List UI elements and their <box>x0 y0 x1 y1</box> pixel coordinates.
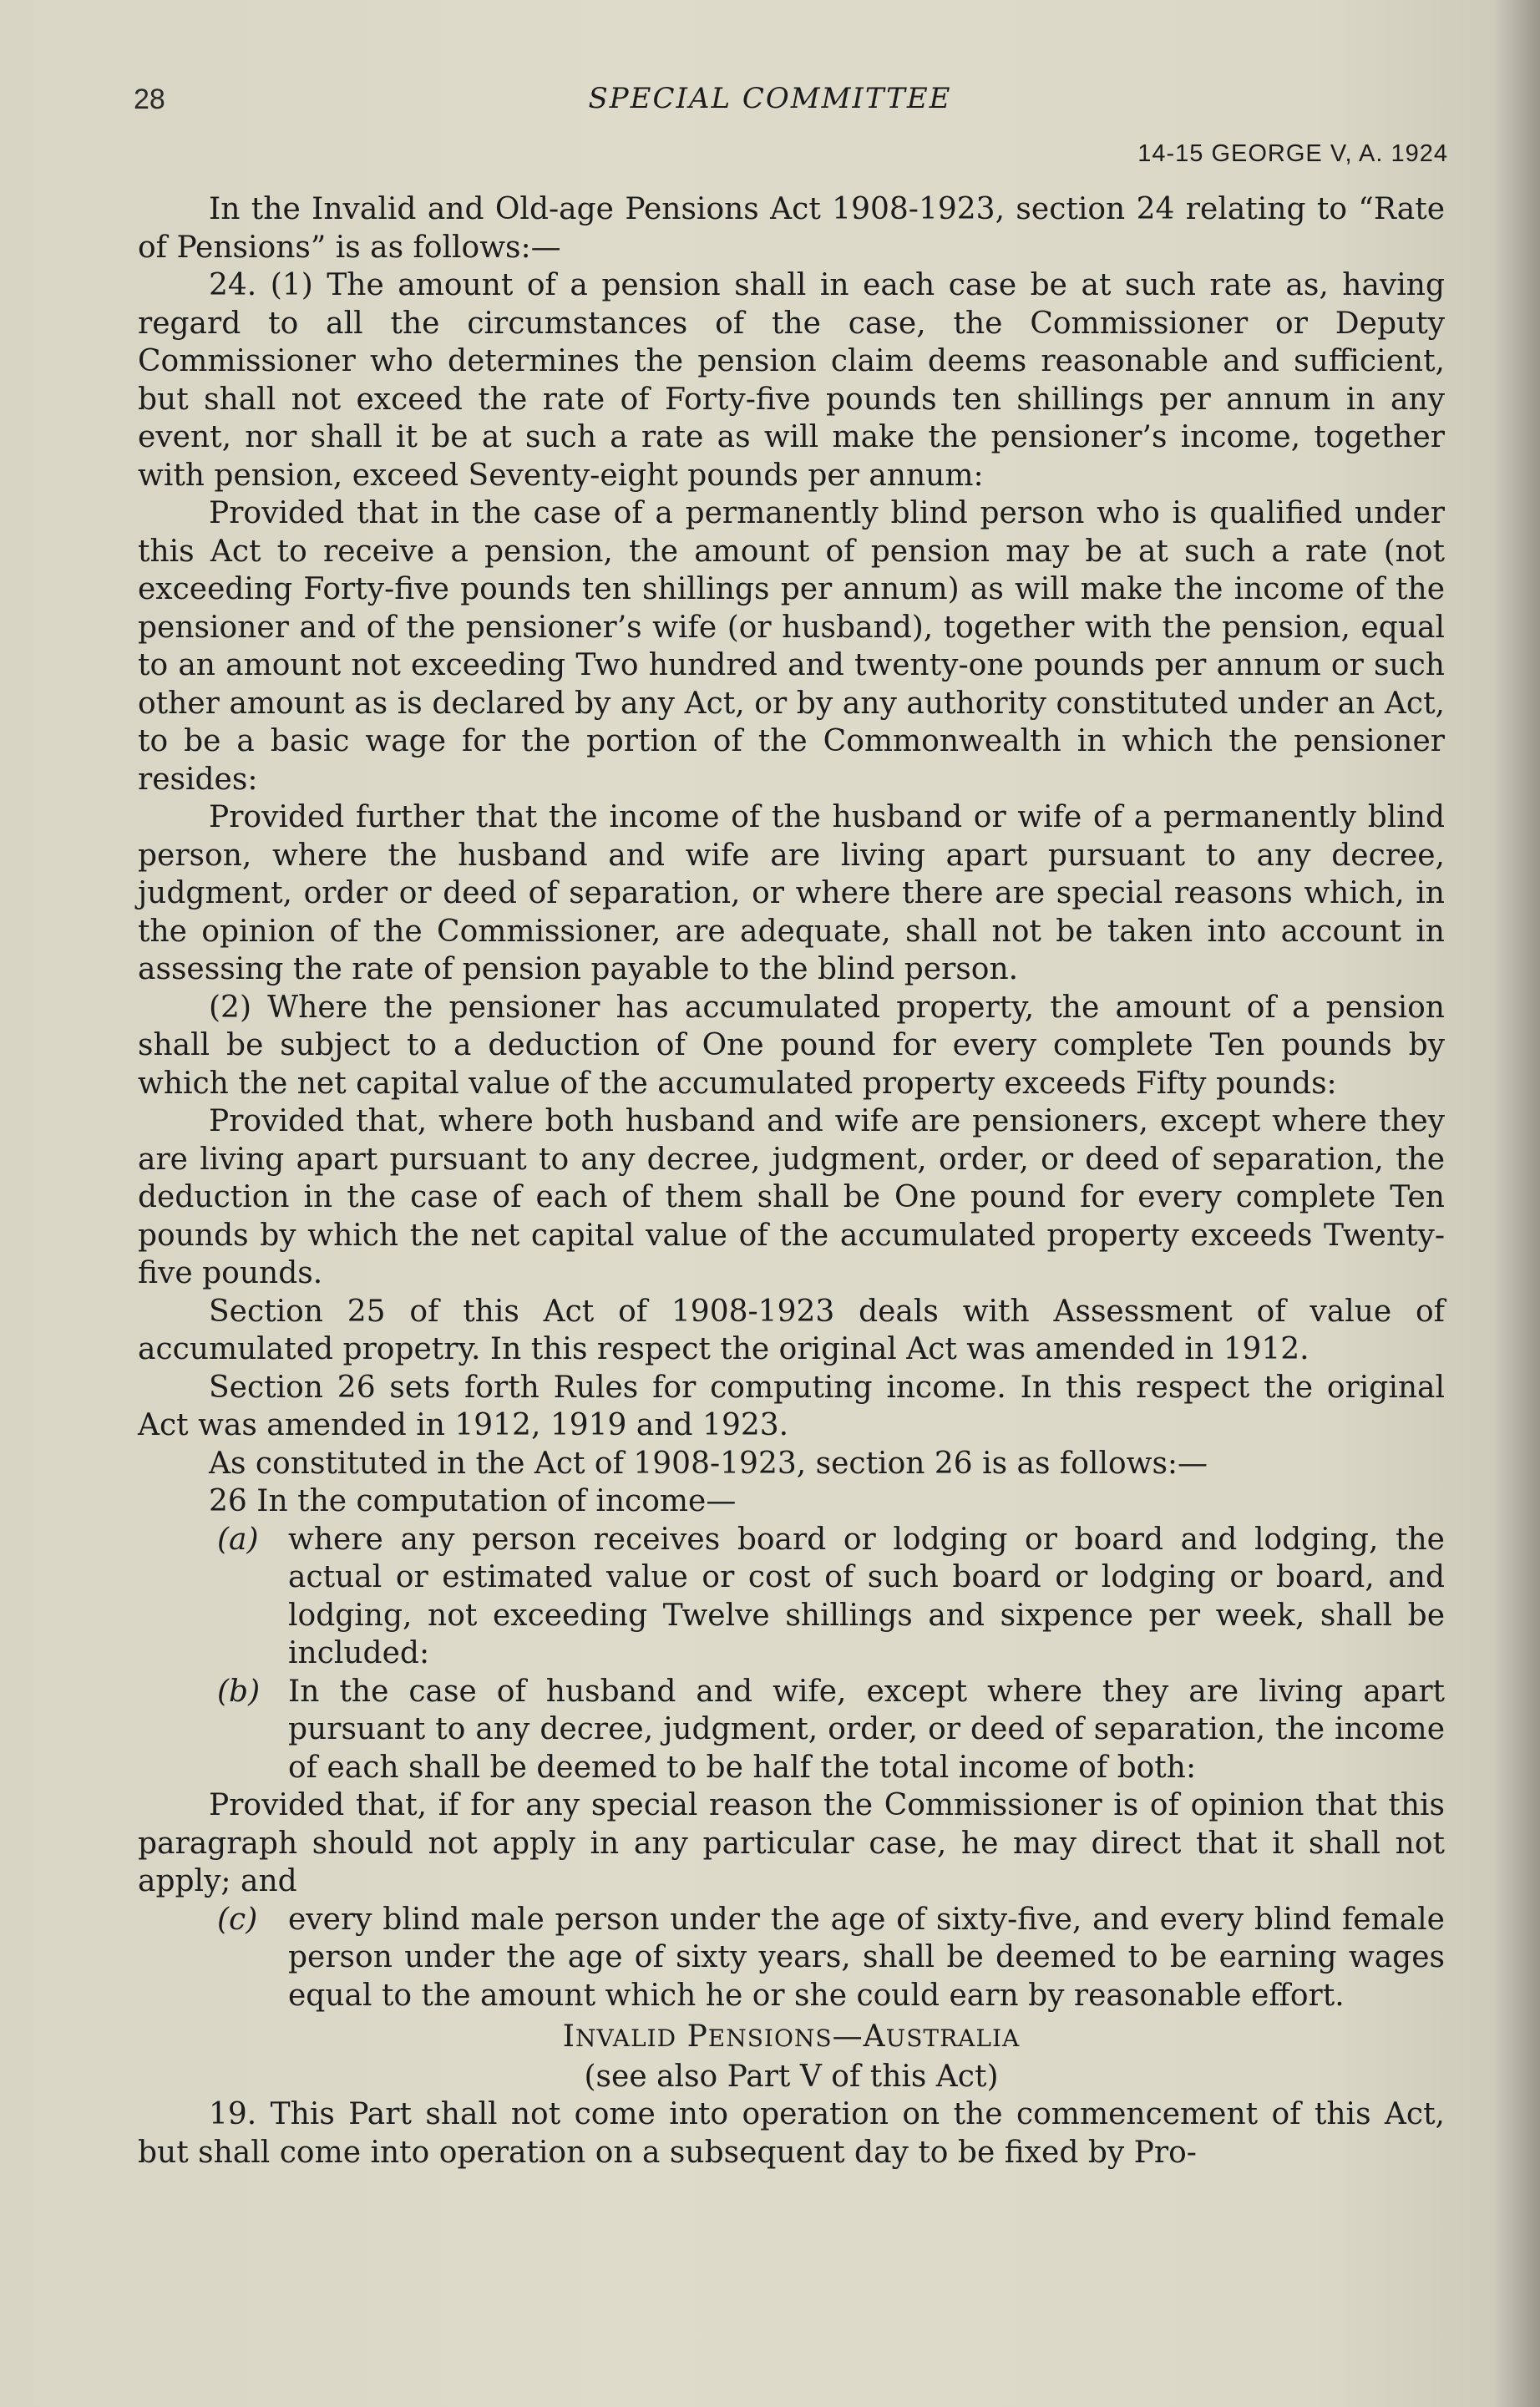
document-body <box>138 190 1445 2171</box>
section-heading: INVALID PENSIONS—AUSTRALIA <box>562 2019 1021 2054</box>
item-label: (b) <box>217 1674 261 1709</box>
paragraph: 19. This Part shall not come into operation on the commencement of this Act, but shall come into operation on a subsequent day to be fixed by Pro- <box>138 2097 1445 2170</box>
section-subheading: (see also Part V of this Act) <box>584 2059 999 2094</box>
item-label: (c) <box>217 1902 258 1937</box>
page-number: 28 <box>134 84 165 115</box>
item-text: In the case of husband and wife, except where they are living apart pursuant to any decree, judgment, order, or deed of separation, the income of each shall be deemed to be half the total income of both: <box>288 1674 1445 1785</box>
running-head: SPECIAL COMMITTEE <box>588 82 952 115</box>
paragraph: Provided that in the case of a permanently blind person who is qualified under this Act to receive a pension, the amount of pension may be at such a rate (not exceeding Forty-five pounds ten shillings per annum) as will make the income of the pensioner and of the pensioner’s wife (or husband), together with the pension, equal to an amount not exceeding Two hundred and twenty-one pounds per annum or such other amount as is declared by any Act, or by any authority constituted under an Act, to be a basic wage for the portion of the Commonwealth in which the pensioner resides: <box>138 496 1445 797</box>
item-label: (a) <box>217 1522 259 1557</box>
paragraph: Section 25 of this Act of 1908-1923 deals with Assessment of value of accumulated propetry. In this respect the original Act was amended in 1912. <box>138 1294 1445 1366</box>
paragraph: Provided further that the income of the husband or wife of a permanently blind person, where the husband and wife are living apart pursuant to any decree, judgment, order or deed of separation, or where there are special reasons which, in the opinion of the Commissioner, are adequate, shall not be taken into account in assessing the rate of pension payable to the blind person. <box>138 800 1445 986</box>
list-item <box>138 1521 1445 1673</box>
paragraph: 26 In the computation of income— <box>209 1484 737 1518</box>
paragraph: In the Invalid and Old-age Pensions Act 1908-1923, section 24 relating to “Rate of Pensions” is as follows:— <box>138 192 1445 265</box>
item-text: where any person receives board or lodging or board and lodging, the actual or estimated value or cost of such board or lodging or board, and lodging, not exceeding Twelve shillings and sixpence per week, shall be included: <box>288 1522 1445 1670</box>
list-item <box>138 1673 1445 1787</box>
paragraph: 24. (1) The amount of a pension shall in each case be at such rate as, having regard to all the circumstances of the case, the Commissioner or Deputy Commissioner who determines the pension claim deems reasonable and sufficient, but shall not exceed the rate of Forty-five pounds ten shillings per annum in any event, nor shall it be at such a rate as will make the pensioner’s income, together with pension, exceed Seventy-eight pounds per annum: <box>138 268 1445 493</box>
paragraph: Section 26 sets forth Rules for computing income. In this respect the original Act was amended in 1912, 1919 and 1923. <box>138 1370 1445 1442</box>
list-item <box>138 1901 1445 2015</box>
paragraph: Provided that, if for any special reason the Commissioner is of opinion that this paragraph should not apply in any particular case, he may direct that it shall not apply; and <box>138 1788 1445 1898</box>
session-reference: 14-15 GEORGE V, A. 1924 <box>1137 140 1448 167</box>
paragraph: As constituted in the Act of 1908-1923, section 26 is as follows:— <box>209 1446 1208 1481</box>
paragraph: (2) Where the pensioner has accumulated property, the amount of a pension shall be subject to a deduction of One pound for every complete Ten pounds by which the net capital value of the accumulated property exceeds Fifty pounds: <box>138 990 1445 1101</box>
item-text: every blind male person under the age of sixty-five, and every blind female person under the age of sixty years, shall be deemed to be earning wages equal to the amount which he or she could earn by reasonable effort. <box>288 1902 1445 2013</box>
paragraph: Provided that, where both husband and wife are pensioners, except where they are living apart pursuant to any decree, judgment, order, or deed of separation, the deduction in the case of each of them shall be One pound for every complete Ten pounds by which the net capital value of the accumulated property exceeds Twenty-five pounds. <box>138 1104 1445 1290</box>
